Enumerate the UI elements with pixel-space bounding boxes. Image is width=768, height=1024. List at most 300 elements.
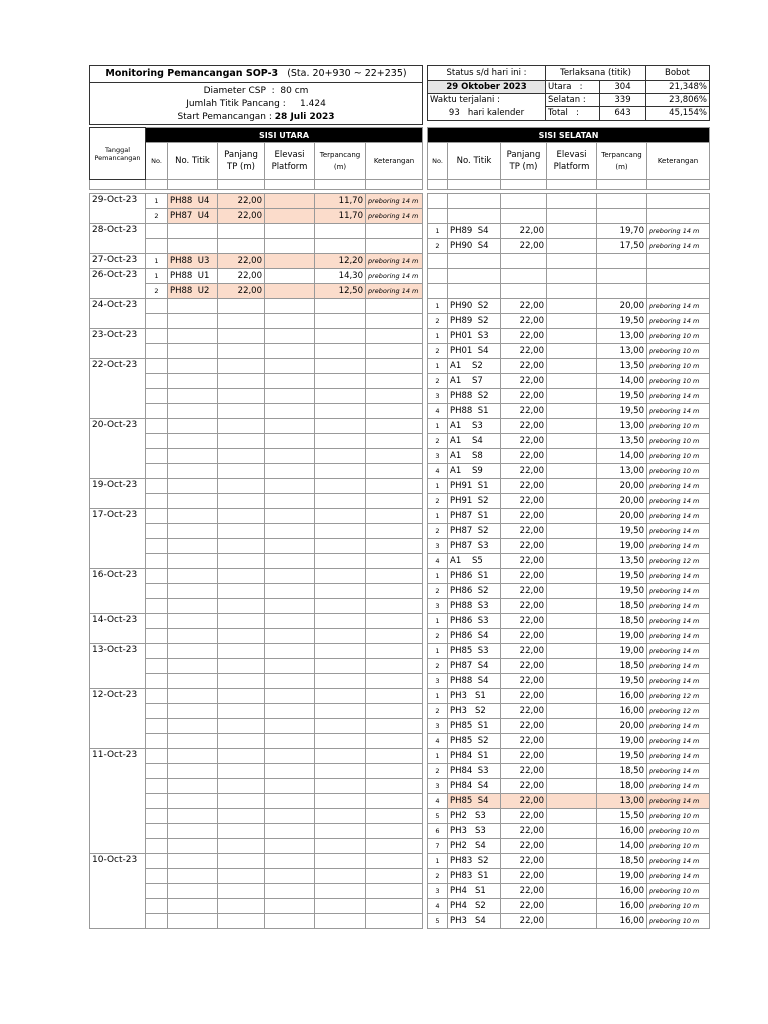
diameter-value: 80 cm	[280, 86, 309, 96]
panjang-cell: 22,00	[501, 374, 547, 389]
elevasi-cell	[265, 209, 315, 224]
row-no	[146, 719, 168, 734]
panjang-cell	[218, 824, 265, 839]
keterangan-cell: preboring 14 m	[647, 764, 710, 779]
elevasi-cell	[265, 224, 315, 239]
elevasi-cell	[547, 539, 597, 554]
row-no: 1	[428, 569, 448, 584]
terpancang-cell	[315, 869, 366, 884]
row-no: 1	[428, 299, 448, 314]
panjang-cell: 22,00	[501, 824, 547, 839]
elevasi-cell	[547, 194, 597, 209]
row-no	[146, 434, 168, 449]
elevasi-cell	[547, 584, 597, 599]
table-row	[428, 404, 710, 419]
elevasi-cell	[265, 539, 315, 554]
titik-cell	[168, 389, 218, 404]
date-cell: 20-Oct-23	[90, 419, 146, 479]
row-no: 1	[428, 329, 448, 344]
row-no	[146, 779, 168, 794]
keterangan-cell: preboring 14 m	[647, 479, 710, 494]
terpancang-cell	[315, 644, 366, 659]
elevasi-cell	[265, 374, 315, 389]
titik-cell: PH01 S4	[448, 344, 501, 359]
row-no: 5	[428, 809, 448, 824]
row-no	[146, 539, 168, 554]
terpancang-cell: 16,00	[597, 884, 647, 899]
row-no	[146, 524, 168, 539]
table-row	[428, 359, 710, 374]
panjang-cell: 22,00	[501, 419, 547, 434]
terpancang-cell	[315, 824, 366, 839]
titik-cell: PH91 S2	[448, 494, 501, 509]
col-terpancang: Terpancang (m)	[315, 143, 366, 180]
panjang-cell	[218, 479, 265, 494]
table-row	[428, 224, 710, 239]
terpancang-cell	[597, 254, 647, 269]
terpancang-cell: 12,50	[315, 284, 366, 299]
utara-table-wrap	[89, 127, 423, 929]
terpancang-cell: 20,00	[597, 509, 647, 524]
row-no	[146, 419, 168, 434]
terpancang-cell	[315, 344, 366, 359]
titik-cell: PH90 S4	[448, 239, 501, 254]
keterangan-cell: preboring 10 m	[647, 434, 710, 449]
elevasi-cell	[265, 869, 315, 884]
keterangan-cell: preboring 10 m	[647, 809, 710, 824]
table-row	[428, 239, 710, 254]
row-no: 1	[428, 614, 448, 629]
selatan-table-wrap	[427, 127, 710, 929]
summary-bobot-utara: 21,348%	[646, 81, 710, 94]
elevasi-cell	[265, 629, 315, 644]
elevasi-cell	[547, 314, 597, 329]
row-no	[146, 344, 168, 359]
terpancang-cell	[315, 224, 366, 239]
row-no	[146, 299, 168, 314]
keterangan-cell	[647, 284, 710, 299]
empty-cell	[218, 180, 265, 190]
row-no: 3	[428, 539, 448, 554]
elevasi-cell	[547, 734, 597, 749]
table-row	[428, 614, 710, 629]
col-titik: No. Titik	[168, 143, 218, 180]
panjang-cell	[218, 809, 265, 824]
keterangan-cell: preboring 10 m	[647, 419, 710, 434]
titik-cell: PH83 S2	[448, 854, 501, 869]
keterangan-cell	[366, 824, 423, 839]
terpancang-cell	[315, 629, 366, 644]
panjang-cell	[218, 224, 265, 239]
titik-cell	[168, 539, 218, 554]
row-no	[146, 449, 168, 464]
terpancang-cell	[315, 449, 366, 464]
panjang-cell: 22,00	[501, 899, 547, 914]
table-row	[428, 509, 710, 524]
table-row	[428, 434, 710, 449]
table-row	[428, 254, 710, 269]
keterangan-cell	[366, 314, 423, 329]
table-row	[90, 509, 423, 524]
keterangan-cell	[366, 599, 423, 614]
terpancang-cell	[315, 494, 366, 509]
elevasi-cell	[265, 329, 315, 344]
panjang-cell: 22,00	[501, 329, 547, 344]
row-no: 2	[428, 869, 448, 884]
terpancang-cell: 20,00	[597, 299, 647, 314]
table-row	[90, 419, 423, 434]
table-row	[428, 314, 710, 329]
elevasi-cell	[547, 569, 597, 584]
elevasi-cell	[265, 794, 315, 809]
row-no: 4	[428, 899, 448, 914]
panjang-cell: 22,00	[218, 254, 265, 269]
waktu-unit: hari kalender	[467, 107, 525, 118]
col-elevasi: Elevasi Platform	[547, 143, 597, 180]
elevasi-cell	[265, 584, 315, 599]
panjang-cell	[218, 899, 265, 914]
terpancang-cell: 18,50	[597, 599, 647, 614]
titik-cell	[168, 869, 218, 884]
panjang-cell	[218, 914, 265, 929]
table-row	[428, 464, 710, 479]
elevasi-cell	[547, 689, 597, 704]
elevasi-cell	[547, 659, 597, 674]
elevasi-cell	[265, 284, 315, 299]
keterangan-cell	[366, 764, 423, 779]
terpancang-cell	[315, 374, 366, 389]
table-row	[428, 839, 710, 854]
elevasi-cell	[265, 269, 315, 284]
summary-bobot-total: 45,154%	[646, 107, 710, 121]
row-no	[146, 899, 168, 914]
keterangan-cell	[366, 554, 423, 569]
table-row	[428, 299, 710, 314]
date-cell: 22-Oct-23	[90, 359, 146, 419]
terpancang-cell	[315, 689, 366, 704]
terpancang-cell: 13,50	[597, 434, 647, 449]
titik-cell: PH4 S1	[448, 884, 501, 899]
keterangan-cell: preboring 12 m	[647, 689, 710, 704]
terpancang-cell	[315, 584, 366, 599]
titik-cell: PH87 S1	[448, 509, 501, 524]
panjang-cell	[218, 599, 265, 614]
row-no	[146, 374, 168, 389]
panjang-cell: 22,00	[501, 749, 547, 764]
table-row	[428, 389, 710, 404]
keterangan-cell	[366, 914, 423, 929]
elevasi-cell	[265, 239, 315, 254]
row-no: 1	[428, 689, 448, 704]
keterangan-cell: preboring 10 m	[647, 329, 710, 344]
waktu-value: 93	[448, 107, 460, 118]
terpancang-cell: 18,50	[597, 659, 647, 674]
panjang-cell: 22,00	[501, 344, 547, 359]
keterangan-cell: preboring 14 m	[647, 239, 710, 254]
titik-cell: PH86 S2	[448, 584, 501, 599]
panjang-cell: 22,00	[501, 404, 547, 419]
keterangan-cell: preboring 14 m	[647, 734, 710, 749]
terpancang-cell: 14,30	[315, 269, 366, 284]
terpancang-cell: 18,50	[597, 854, 647, 869]
table-row	[428, 674, 710, 689]
titik-cell	[168, 614, 218, 629]
titik-cell: PH87 U4	[168, 209, 218, 224]
keterangan-cell: preboring 10 m	[647, 824, 710, 839]
terpancang-cell: 19,50	[597, 314, 647, 329]
table-row	[90, 644, 423, 659]
table-row	[90, 299, 423, 314]
date-cell: 28-Oct-23	[90, 224, 146, 254]
keterangan-cell: preboring 14 m	[647, 314, 710, 329]
keterangan-cell: preboring 10 m	[647, 839, 710, 854]
titik-cell	[168, 839, 218, 854]
keterangan-cell	[366, 584, 423, 599]
panjang-cell	[218, 659, 265, 674]
row-no	[146, 569, 168, 584]
row-no	[146, 614, 168, 629]
panjang-cell: 22,00	[501, 704, 547, 719]
panjang-cell	[218, 884, 265, 899]
row-no: 1	[428, 644, 448, 659]
keterangan-cell	[647, 269, 710, 284]
elevasi-cell	[265, 344, 315, 359]
row-no: 2	[428, 629, 448, 644]
date-cell: 24-Oct-23	[90, 299, 146, 329]
terpancang-cell	[597, 194, 647, 209]
row-no: 3	[428, 599, 448, 614]
terpancang-cell: 13,00	[597, 329, 647, 344]
panjang-cell: 22,00	[501, 854, 547, 869]
elevasi-cell	[547, 674, 597, 689]
elevasi-cell	[547, 299, 597, 314]
panjang-cell: 22,00	[501, 299, 547, 314]
panjang-cell	[218, 554, 265, 569]
summary-label-utara: Utara :	[546, 81, 600, 94]
date-cell: 27-Oct-23	[90, 254, 146, 269]
keterangan-cell: preboring 10 m	[647, 884, 710, 899]
date-cell: 14-Oct-23	[90, 614, 146, 644]
terpancang-cell	[315, 704, 366, 719]
terpancang-cell	[315, 719, 366, 734]
keterangan-cell: preboring 14 m	[647, 629, 710, 644]
row-no: 6	[428, 824, 448, 839]
table-row	[428, 719, 710, 734]
titik-cell	[168, 374, 218, 389]
panjang-cell	[218, 794, 265, 809]
panjang-cell	[218, 629, 265, 644]
keterangan-cell	[366, 854, 423, 869]
titik-cell	[168, 659, 218, 674]
titik-cell: PH87 S2	[448, 524, 501, 539]
date-cell: 23-Oct-23	[90, 329, 146, 359]
table-row	[428, 194, 710, 209]
table-row	[90, 254, 423, 269]
panjang-cell	[218, 344, 265, 359]
panjang-cell: 22,00	[501, 509, 547, 524]
titik-cell: PH86 S3	[448, 614, 501, 629]
panjang-cell	[501, 269, 547, 284]
titik-cell	[168, 884, 218, 899]
row-no	[146, 644, 168, 659]
row-no	[146, 359, 168, 374]
elevasi-cell	[265, 359, 315, 374]
keterangan-cell	[366, 374, 423, 389]
elevasi-cell	[547, 599, 597, 614]
row-no: 3	[428, 449, 448, 464]
table-row	[428, 869, 710, 884]
titik-cell: PH87 S3	[448, 539, 501, 554]
terpancang-cell: 12,20	[315, 254, 366, 269]
terpancang-cell: 20,00	[597, 719, 647, 734]
terpancang-cell	[315, 884, 366, 899]
row-no: 3	[428, 779, 448, 794]
row-no: 1	[428, 224, 448, 239]
row-no	[146, 869, 168, 884]
keterangan-cell	[366, 404, 423, 419]
keterangan-cell: preboring 14 m	[647, 539, 710, 554]
terpancang-cell: 16,00	[597, 704, 647, 719]
table-row	[428, 344, 710, 359]
panjang-cell	[218, 374, 265, 389]
row-no	[146, 749, 168, 764]
terpancang-cell: 19,70	[597, 224, 647, 239]
spacer-row	[90, 180, 423, 190]
keterangan-cell	[366, 494, 423, 509]
titik-cell	[168, 824, 218, 839]
table-row	[428, 914, 710, 929]
keterangan-cell	[366, 749, 423, 764]
keterangan-cell	[366, 299, 423, 314]
elevasi-cell	[265, 809, 315, 824]
titik-cell	[168, 899, 218, 914]
panjang-cell: 22,00	[501, 584, 547, 599]
elevasi-cell	[265, 194, 315, 209]
elevasi-cell	[547, 254, 597, 269]
titik-cell	[168, 404, 218, 419]
elevasi-cell	[265, 524, 315, 539]
row-no	[428, 194, 448, 209]
elevasi-cell	[265, 719, 315, 734]
titik-cell	[168, 854, 218, 869]
terpancang-cell	[315, 314, 366, 329]
panjang-cell: 22,00	[501, 314, 547, 329]
titik-cell: PH88 S3	[448, 599, 501, 614]
titik-cell	[168, 569, 218, 584]
titik-cell: PH88 U3	[168, 254, 218, 269]
table-row	[428, 779, 710, 794]
titik-cell	[168, 224, 218, 239]
titik-cell	[168, 584, 218, 599]
titik-cell	[168, 359, 218, 374]
row-no: 1	[428, 749, 448, 764]
elevasi-cell	[265, 899, 315, 914]
row-no	[146, 404, 168, 419]
elevasi-cell	[265, 914, 315, 929]
keterangan-cell: preboring 10 m	[647, 374, 710, 389]
elevasi-cell	[547, 809, 597, 824]
panjang-cell	[501, 194, 547, 209]
terpancang-cell: 19,00	[597, 869, 647, 884]
titik-cell	[168, 509, 218, 524]
titik-cell: PH3 S1	[448, 689, 501, 704]
col-keterangan: Keterangan	[647, 143, 710, 180]
keterangan-cell	[366, 239, 423, 254]
elevasi-cell	[547, 854, 597, 869]
row-no: 1	[428, 479, 448, 494]
status-date: 29 Oktober 2023	[428, 81, 546, 94]
terpancang-cell	[315, 509, 366, 524]
row-no: 2	[428, 764, 448, 779]
date-cell: 10-Oct-23	[90, 854, 146, 929]
titik-cell	[168, 449, 218, 464]
table-row	[428, 854, 710, 869]
keterangan-cell: preboring 14 m	[647, 509, 710, 524]
panjang-cell	[218, 239, 265, 254]
terpancang-cell	[315, 839, 366, 854]
empty-cell	[547, 180, 597, 190]
terpancang-cell: 13,50	[597, 554, 647, 569]
panjang-cell: 22,00	[501, 599, 547, 614]
row-no	[146, 839, 168, 854]
terpancang-cell	[315, 914, 366, 929]
keterangan-cell: preboring 14 m	[366, 284, 423, 299]
row-no	[428, 284, 448, 299]
terpancang-cell	[315, 329, 366, 344]
panjang-cell: 22,00	[501, 539, 547, 554]
titik-cell: PH88 S4	[448, 674, 501, 689]
titik-cell: A1 S2	[448, 359, 501, 374]
row-no: 2	[428, 494, 448, 509]
terpancang-cell	[315, 764, 366, 779]
panjang-cell	[501, 254, 547, 269]
date-cell: 19-Oct-23	[90, 479, 146, 509]
titik-cell	[168, 419, 218, 434]
keterangan-cell	[366, 614, 423, 629]
titik-cell: PH86 S1	[448, 569, 501, 584]
elevasi-cell	[547, 284, 597, 299]
elevasi-cell	[265, 299, 315, 314]
panjang-cell	[218, 779, 265, 794]
table-row	[428, 419, 710, 434]
terpancang-cell: 19,00	[597, 539, 647, 554]
panjang-cell	[218, 719, 265, 734]
row-no: 2	[428, 434, 448, 449]
row-no	[146, 479, 168, 494]
keterangan-cell: preboring 14 m	[647, 494, 710, 509]
terpancang-cell: 16,00	[597, 689, 647, 704]
row-no: 2	[428, 314, 448, 329]
keterangan-cell: preboring 14 m	[647, 779, 710, 794]
empty-cell	[366, 180, 423, 190]
row-no	[146, 809, 168, 824]
terpancang-cell	[597, 269, 647, 284]
panjang-cell	[218, 569, 265, 584]
titik-cell	[168, 704, 218, 719]
table-row	[428, 734, 710, 749]
row-no	[146, 584, 168, 599]
panjang-cell: 22,00	[501, 869, 547, 884]
row-no	[146, 884, 168, 899]
terpancang-cell: 11,70	[315, 194, 366, 209]
date-cell: 17-Oct-23	[90, 509, 146, 569]
elevasi-cell	[547, 914, 597, 929]
elevasi-cell	[547, 404, 597, 419]
panjang-cell	[218, 854, 265, 869]
terpancang-cell	[315, 389, 366, 404]
keterangan-cell	[366, 479, 423, 494]
keterangan-cell	[366, 224, 423, 239]
